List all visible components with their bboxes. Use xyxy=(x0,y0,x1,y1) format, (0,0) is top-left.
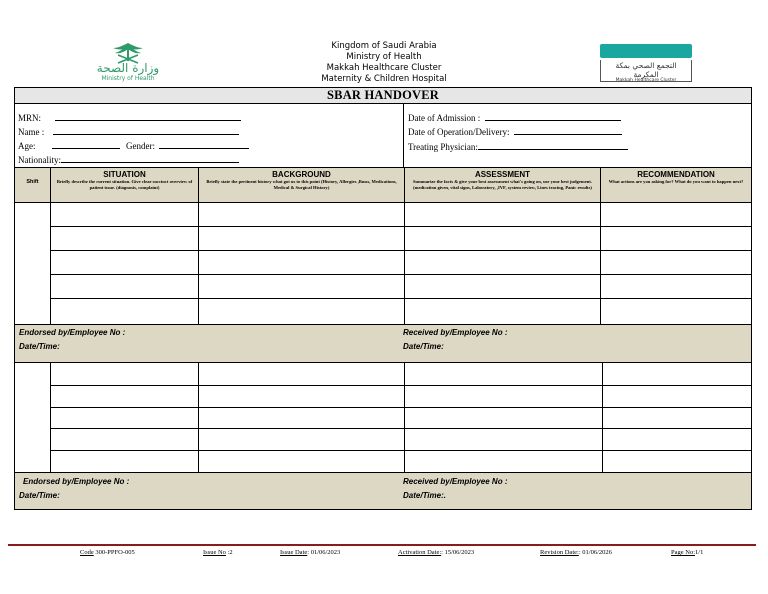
situation-cell[interactable] xyxy=(51,251,199,274)
header-line-2: Ministry of Health xyxy=(346,52,422,62)
background-cell[interactable] xyxy=(199,363,405,385)
issue-date-value: : 01/06/2023 xyxy=(307,549,341,556)
table-row xyxy=(51,408,751,429)
situation-cell[interactable] xyxy=(51,429,199,450)
activation-value: : 15/06/2023 xyxy=(441,549,475,556)
situation-subtitle: Briefly describe the current situation. Give clear succinct overview of patient issue. (diagnosis, complaint) xyxy=(56,179,193,190)
info-divider xyxy=(403,104,404,167)
recommendation-cell[interactable] xyxy=(603,408,751,428)
age-gender-field[interactable] xyxy=(18,140,249,151)
header-line-1: Kingdom of Saudi Arabia xyxy=(331,41,437,51)
shift-title: Shift xyxy=(26,179,39,185)
date-time-label: Date/Time: xyxy=(19,342,60,351)
issue-value: :2 xyxy=(227,549,233,556)
recommendation-cell[interactable] xyxy=(601,227,751,250)
background-cell[interactable] xyxy=(199,408,405,428)
table-row xyxy=(51,429,751,451)
sbar-header-row xyxy=(15,168,751,203)
logo-english-text: Makkah Healthcare Cluster xyxy=(615,78,677,83)
situation-cell[interactable] xyxy=(51,275,199,298)
background-cell[interactable] xyxy=(199,227,405,250)
assessment-cell[interactable] xyxy=(405,386,603,407)
age-line[interactable] xyxy=(52,140,120,149)
page-value: 1/1 xyxy=(695,549,704,556)
date-time-label: Date/Time: xyxy=(403,342,444,351)
table-row xyxy=(51,203,751,227)
date-time-label: Date/Time: xyxy=(19,491,60,500)
gender-line[interactable] xyxy=(159,140,249,149)
situation-title: SITUATION xyxy=(103,170,146,179)
code-value: 300-PPFO-005 xyxy=(95,549,135,556)
endorsement-section-2 xyxy=(15,473,751,509)
footer-page-no xyxy=(671,549,703,556)
assessment-title: ASSESSMENT xyxy=(474,170,531,179)
assessment-cell[interactable] xyxy=(405,451,603,472)
shift-block-1 xyxy=(15,203,751,325)
operation-field[interactable] xyxy=(408,126,622,137)
header-center xyxy=(300,41,468,85)
mrn-line[interactable] xyxy=(55,112,241,121)
makkah-cluster-logo xyxy=(598,44,694,84)
logo-banner xyxy=(600,44,692,58)
assessment-cell[interactable] xyxy=(405,275,601,298)
operation-label: Date of Operation/Delivery: xyxy=(408,127,510,137)
recommendation-title: RECOMMENDATION xyxy=(637,170,715,179)
situation-cell[interactable] xyxy=(51,451,199,472)
nationality-field[interactable] xyxy=(18,154,239,165)
table-row xyxy=(51,251,751,275)
endorsed-by-label: Endorsed by/Employee No : xyxy=(23,477,130,486)
name-label: Name : xyxy=(18,127,45,137)
shift-cell-1[interactable] xyxy=(15,203,51,324)
recommendation-cell[interactable] xyxy=(603,429,751,450)
assessment-cell[interactable] xyxy=(405,251,601,274)
code-label: Code xyxy=(80,549,94,556)
grid-1 xyxy=(51,203,751,324)
assessment-cell[interactable] xyxy=(405,203,601,226)
recommendation-cell[interactable] xyxy=(601,251,751,274)
endorsed-by-label: Endorsed by/Employee No : xyxy=(19,328,126,337)
footer-issue-date xyxy=(280,549,340,556)
operation-line[interactable] xyxy=(514,126,622,135)
situation-cell[interactable] xyxy=(51,363,199,385)
assessment-cell[interactable] xyxy=(405,408,603,428)
endorsement-section-1 xyxy=(15,325,751,363)
admission-field[interactable] xyxy=(408,112,621,123)
activation-label: Activation Date: xyxy=(398,549,442,556)
recommendation-cell[interactable] xyxy=(601,275,751,298)
logo-english-text: Ministry of Health xyxy=(101,75,155,82)
assessment-cell[interactable] xyxy=(405,299,601,324)
background-subtitle: Briefly state the pertinent history what got us to this point (History, Allergies ,Bmss, Medications, Medical & Surgical History) xyxy=(206,179,397,190)
assessment-cell[interactable] xyxy=(405,429,603,450)
footer-issue-no xyxy=(203,549,233,556)
table-row xyxy=(51,386,751,408)
table-row xyxy=(51,275,751,299)
page-label: Page No: xyxy=(671,549,696,556)
footer-code xyxy=(80,549,135,556)
mrn-field[interactable] xyxy=(18,112,241,123)
footer-activation-date xyxy=(398,549,474,556)
situation-cell[interactable] xyxy=(51,227,199,250)
footer-revision-date xyxy=(540,549,612,556)
situation-cell[interactable] xyxy=(51,386,199,407)
background-cell[interactable] xyxy=(199,275,405,298)
issue-date-label: Issue Date xyxy=(280,549,308,556)
revision-label: Revision Date: xyxy=(540,549,579,556)
situation-cell[interactable] xyxy=(51,408,199,428)
logo-arabic-text: التجمع الصحي بمكة المكرمة xyxy=(615,61,677,79)
nationality-label: Nationality: xyxy=(18,155,61,165)
background-title: BACKGROUND xyxy=(272,170,331,179)
recommendation-cell[interactable] xyxy=(601,203,751,226)
patient-info-section xyxy=(15,104,751,168)
received-by-label: Received by/Employee No : xyxy=(403,477,508,486)
table-row xyxy=(51,451,751,472)
background-header xyxy=(199,168,405,202)
ministry-of-health-logo xyxy=(78,40,178,86)
recommendation-header xyxy=(601,168,751,202)
situation-header xyxy=(51,168,199,202)
admission-label: Date of Admission : xyxy=(408,113,481,123)
mrn-label: MRN: xyxy=(18,113,42,123)
table-row xyxy=(51,363,751,386)
name-line[interactable] xyxy=(53,126,239,135)
background-cell[interactable] xyxy=(199,299,405,324)
recommendation-cell[interactable] xyxy=(601,299,751,324)
shift-block-2 xyxy=(15,363,751,473)
assessment-header xyxy=(405,168,601,202)
revision-value: : 01/06/2026 xyxy=(578,549,612,556)
logo-arabic-text: وزارة الصحة xyxy=(96,61,160,75)
background-cell[interactable] xyxy=(199,203,405,226)
name-field[interactable] xyxy=(18,126,239,137)
recommendation-subtitle: What actions are you asking for? What do you want to happen next? xyxy=(608,179,744,184)
table-row xyxy=(51,227,751,251)
nationality-line[interactable] xyxy=(61,154,239,163)
sbar-form xyxy=(14,87,752,510)
shift-cell-2[interactable] xyxy=(15,363,51,472)
recommendation-cell[interactable] xyxy=(603,451,751,472)
assessment-cell[interactable] xyxy=(405,227,601,250)
assessment-subtitle: Summarize the facts & give your best assessment what's going on, use your best judgement. (medication given, vital signs, Laboratory, ,IVF, system review, Lines tracing, Panic results) xyxy=(413,179,592,190)
background-cell[interactable] xyxy=(199,386,405,407)
situation-cell[interactable] xyxy=(51,299,199,324)
table-row xyxy=(51,299,751,324)
admission-line[interactable] xyxy=(485,112,621,121)
gender-label: Gender: xyxy=(126,141,155,151)
background-cell[interactable] xyxy=(199,251,405,274)
received-by-label: Received by/Employee No : xyxy=(403,328,508,337)
shift-header xyxy=(15,168,51,202)
header-line-3: Makkah Healthcare Cluster xyxy=(326,63,442,73)
age-label: Age: xyxy=(18,141,36,151)
physician-line[interactable] xyxy=(478,141,628,150)
form-title: SBAR HANDOVER xyxy=(15,88,751,104)
situation-cell[interactable] xyxy=(51,203,199,226)
grid-2 xyxy=(51,363,751,472)
physician-field[interactable] xyxy=(408,141,628,152)
date-time-label: Date/Time:. xyxy=(403,491,446,500)
recommendation-cell[interactable] xyxy=(603,386,751,407)
issue-label: Issue No xyxy=(203,549,226,556)
physician-label: Treating Physician: xyxy=(408,142,478,152)
background-cell[interactable] xyxy=(199,429,405,450)
header-line-4: Maternity & Children Hospital xyxy=(321,74,447,84)
footer-rule xyxy=(8,544,756,546)
assessment-cell[interactable] xyxy=(405,363,603,385)
recommendation-cell[interactable] xyxy=(603,363,751,385)
background-cell[interactable] xyxy=(199,451,405,472)
